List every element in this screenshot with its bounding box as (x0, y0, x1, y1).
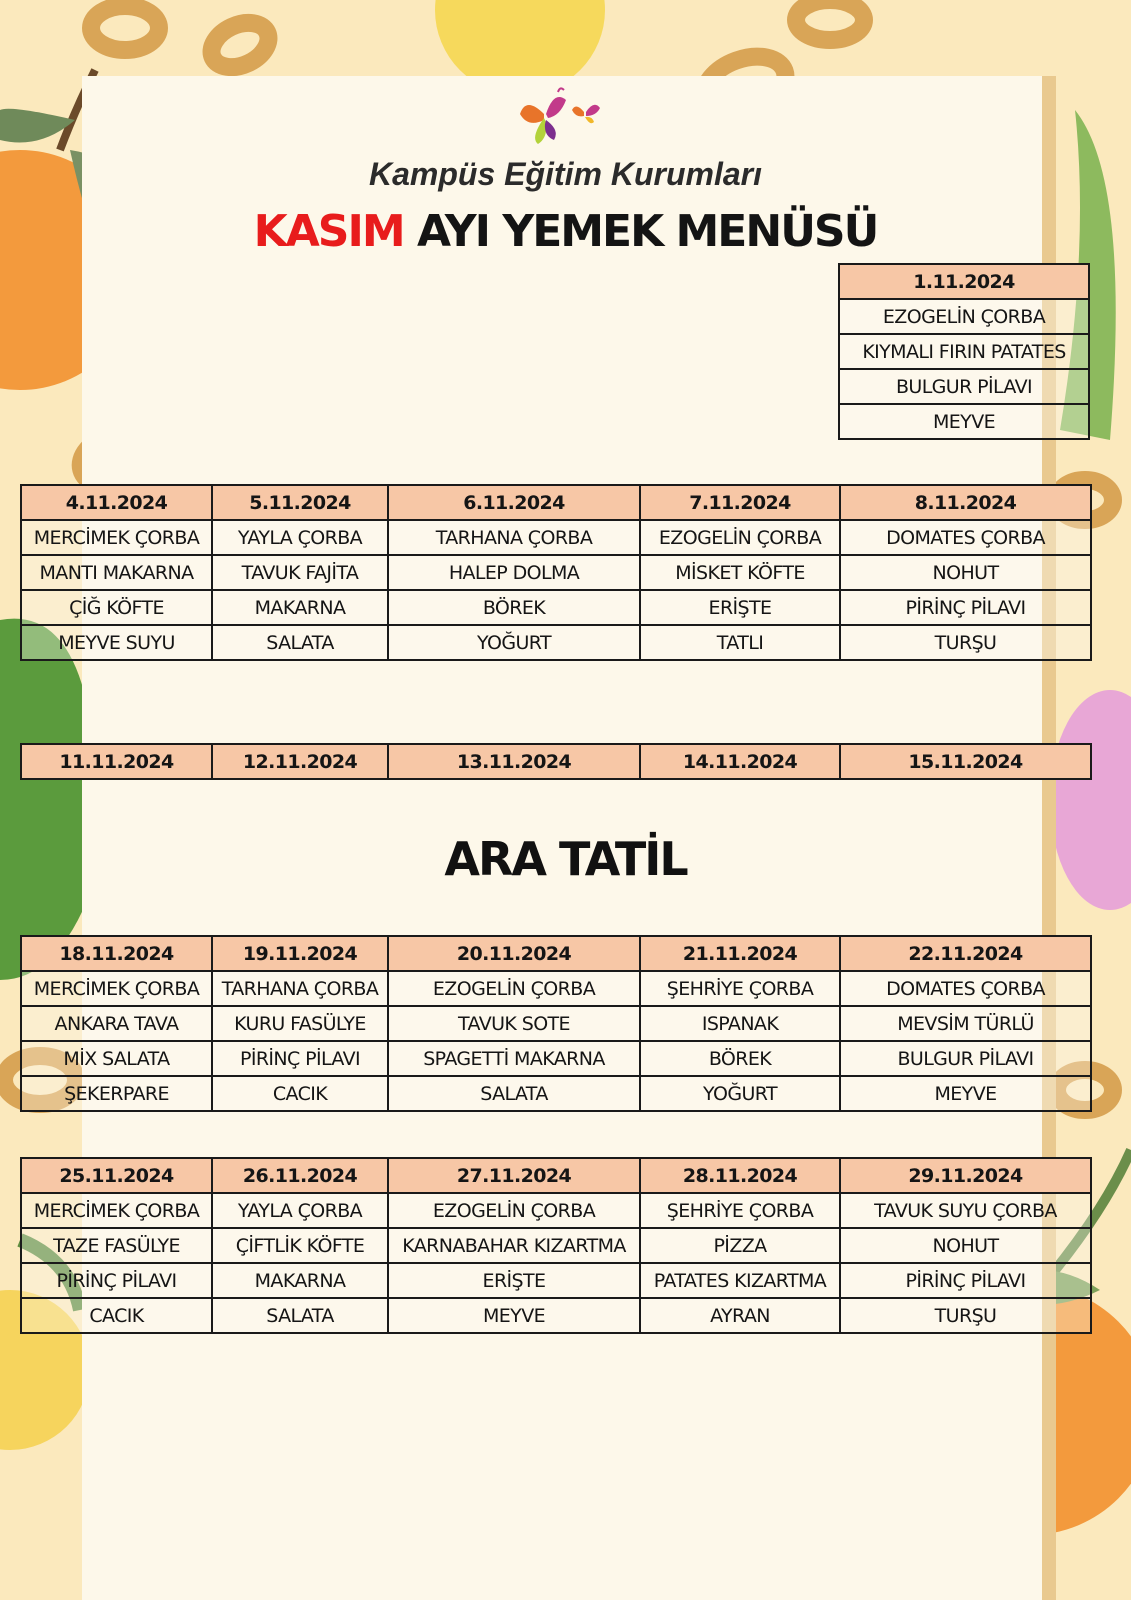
ring-decoration (204, 14, 275, 76)
menu-table-week3 (20, 935, 1092, 1112)
meal-cell: HALEP DOLMA (388, 555, 640, 590)
meal-cell: MEYVE SUYU (21, 625, 212, 660)
meal-cell: ŞEKERPARE (21, 1076, 212, 1111)
meal-cell: MEYVE (388, 1298, 640, 1333)
table-row (21, 1263, 1091, 1298)
meal-cell: MAKARNA (212, 1263, 388, 1298)
meal-cell: SALATA (388, 1076, 640, 1111)
table-header-row (839, 264, 1089, 299)
meal-cell: KURU FASÜLYE (212, 1006, 388, 1041)
meal-cell: ŞEHRİYE ÇORBA (640, 1193, 840, 1228)
meal-cell: CACIK (21, 1298, 212, 1333)
meal-cell: TARHANA ÇORBA (388, 520, 640, 555)
meal-cell: BÖREK (640, 1041, 840, 1076)
date-cell: 22.11.2024 (840, 936, 1091, 971)
meal-cell: PİRİNÇ PİLAVI (840, 1263, 1091, 1298)
date-cell: 28.11.2024 (640, 1158, 840, 1193)
meal-cell: ISPANAK (640, 1006, 840, 1041)
table-row (839, 404, 1089, 439)
date-cell: 4.11.2024 (21, 485, 212, 520)
meal-cell: ÇİFTLİK KÖFTE (212, 1228, 388, 1263)
meal-cell: DOMATES ÇORBA (840, 971, 1091, 1006)
meal-cell: ŞEHRİYE ÇORBA (640, 971, 840, 1006)
meal-cell: TURŞU (840, 625, 1091, 660)
meal-cell: TAVUK SUYU ÇORBA (840, 1193, 1091, 1228)
table-row (839, 369, 1089, 404)
meal-cell: EZOGELİN ÇORBA (388, 1193, 640, 1228)
meal-cell: EZOGELİN ÇORBA (640, 520, 840, 555)
meal-cell: NOHUT (840, 555, 1091, 590)
menu-table-week2 (20, 743, 1092, 780)
meal-cell: MEYVE (839, 404, 1089, 439)
meal-cell: ERİŞTE (640, 590, 840, 625)
date-cell: 25.11.2024 (21, 1158, 212, 1193)
menu-title (0, 206, 1131, 257)
table-row (21, 971, 1091, 1006)
meal-cell: TURŞU (840, 1298, 1091, 1333)
meal-cell: AYRAN (640, 1298, 840, 1333)
date-cell: 19.11.2024 (212, 936, 388, 971)
meal-cell: MAKARNA (212, 590, 388, 625)
meal-cell: KIYMALI FIRIN PATATES (839, 334, 1089, 369)
meal-cell: YOĞURT (640, 1076, 840, 1111)
holiday-notice: ARA TATİL (444, 832, 687, 886)
menu-table-week4 (20, 1157, 1092, 1334)
meal-cell: MİSKET KÖFTE (640, 555, 840, 590)
ring-decoration (91, 6, 159, 50)
meal-cell: SALATA (212, 625, 388, 660)
meal-cell: TAVUK FAJİTA (212, 555, 388, 590)
table-row (21, 590, 1091, 625)
table-header-row (21, 744, 1091, 779)
table-row (21, 1228, 1091, 1263)
meal-cell: MANTI MAKARNA (21, 555, 212, 590)
date-cell: 15.11.2024 (840, 744, 1091, 779)
meal-cell: BÖREK (388, 590, 640, 625)
table-header-row (21, 1158, 1091, 1193)
meal-cell: BULGUR PİLAVI (840, 1041, 1091, 1076)
date-cell: 12.11.2024 (212, 744, 388, 779)
meal-cell: KARNABAHAR KIZARTMA (388, 1228, 640, 1263)
meal-cell: MERCİMEK ÇORBA (21, 1193, 212, 1228)
date-cell: 27.11.2024 (388, 1158, 640, 1193)
table-row (21, 520, 1091, 555)
table-header-row (21, 485, 1091, 520)
table-row (21, 555, 1091, 590)
meal-cell: EZOGELİN ÇORBA (839, 299, 1089, 334)
meal-cell: ÇİĞ KÖFTE (21, 590, 212, 625)
date-cell: 29.11.2024 (840, 1158, 1091, 1193)
meal-cell: TARHANA ÇORBA (212, 971, 388, 1006)
date-cell: 5.11.2024 (212, 485, 388, 520)
meal-cell: MERCİMEK ÇORBA (21, 971, 212, 1006)
table-row (21, 1076, 1091, 1111)
meal-cell: PİZZA (640, 1228, 840, 1263)
month-name: KASIM (253, 206, 404, 257)
table-row (21, 625, 1091, 660)
meal-cell: MERCİMEK ÇORBA (21, 520, 212, 555)
meal-cell: CACIK (212, 1076, 388, 1111)
date-cell: 11.11.2024 (21, 744, 212, 779)
date-cell: 8.11.2024 (840, 485, 1091, 520)
table-row (839, 299, 1089, 334)
table-row (21, 1193, 1091, 1228)
menu-table-day1 (838, 263, 1090, 440)
meal-cell: PİRİNÇ PİLAVI (840, 590, 1091, 625)
date-cell: 26.11.2024 (212, 1158, 388, 1193)
butterfly-logo-icon (514, 82, 614, 150)
meal-cell: YAYLA ÇORBA (212, 520, 388, 555)
meal-cell: PİRİNÇ PİLAVI (21, 1263, 212, 1298)
date-cell: 1.11.2024 (839, 264, 1089, 299)
date-cell: 6.11.2024 (388, 485, 640, 520)
date-cell: 13.11.2024 (388, 744, 640, 779)
meal-cell: MİX SALATA (21, 1041, 212, 1076)
date-cell: 21.11.2024 (640, 936, 840, 971)
table-row (21, 1298, 1091, 1333)
table-header-row (21, 936, 1091, 971)
table-row (21, 1041, 1091, 1076)
meal-cell: ERİŞTE (388, 1263, 640, 1298)
date-cell: 14.11.2024 (640, 744, 840, 779)
meal-cell: TAVUK SOTE (388, 1006, 640, 1041)
meal-cell: TATLI (640, 625, 840, 660)
meal-cell: BULGUR PİLAVI (839, 369, 1089, 404)
meal-cell: ANKARA TAVA (21, 1006, 212, 1041)
meal-cell: PİRİNÇ PİLAVI (212, 1041, 388, 1076)
table-row (839, 334, 1089, 369)
meal-cell: EZOGELİN ÇORBA (388, 971, 640, 1006)
date-cell: 18.11.2024 (21, 936, 212, 971)
school-name: Kampüs Eğitim Kurumları (369, 156, 762, 192)
date-cell: 20.11.2024 (388, 936, 640, 971)
meal-cell: TAZE FASÜLYE (21, 1228, 212, 1263)
meal-cell: DOMATES ÇORBA (840, 520, 1091, 555)
meal-cell: MEVSİM TÜRLÜ (840, 1006, 1091, 1041)
meal-cell: YOĞURT (388, 625, 640, 660)
meal-cell: YAYLA ÇORBA (212, 1193, 388, 1228)
meal-cell: PATATES KIZARTMA (640, 1263, 840, 1298)
title-suffix: AYI YEMEK MENÜSÜ (403, 206, 878, 257)
meal-cell: SPAGETTİ MAKARNA (388, 1041, 640, 1076)
meal-cell: SALATA (212, 1298, 388, 1333)
table-row (21, 1006, 1091, 1041)
meal-cell: NOHUT (840, 1228, 1091, 1263)
date-cell: 7.11.2024 (640, 485, 840, 520)
menu-table-week1 (20, 484, 1092, 661)
meal-cell: MEYVE (840, 1076, 1091, 1111)
ring-decoration (796, 0, 864, 40)
